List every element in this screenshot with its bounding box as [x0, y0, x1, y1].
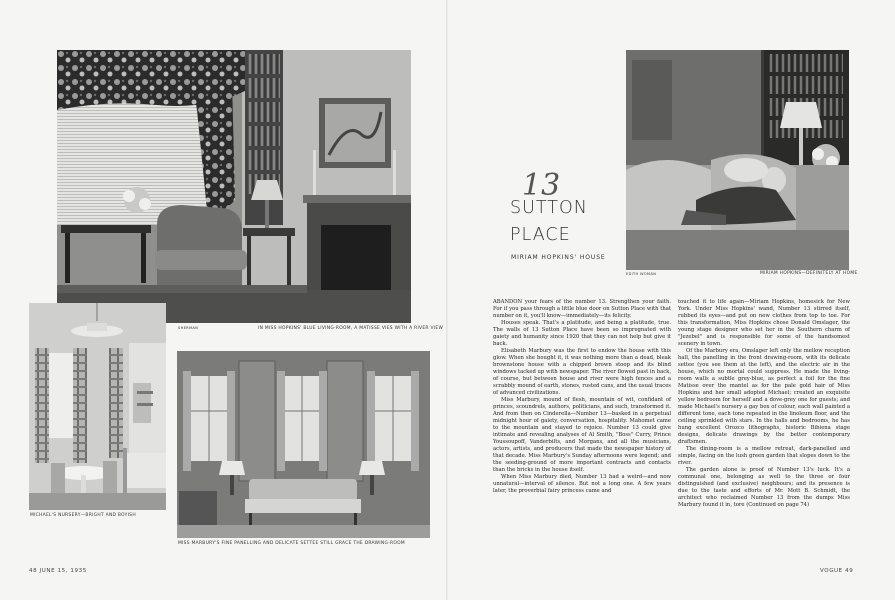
article-paragraph: Houses speak. That's a platitude, and being a platitude, true. The walls of 13 Sutton Place have been so impregnated with gaiety and humanity since 1920 that they can not help but give it back.	[493, 320, 671, 348]
article-paragraph: Elisabeth Marbury was the first to endow the house with this glow. When she bought it, it was nothing more than a dead, bleak brownstone house with a chipped brown stoop and its blind windows tacked up with newspaper. The river flowed past in back, of course, but between house and river were high fences and a scrabbly mound of earth, stones, rusted cans, and the usual traces of advanced civilizations.	[493, 348, 671, 397]
nursery-photo	[29, 303, 166, 510]
subtitle: MIRIAM HOPKINS' HOUSE	[511, 254, 606, 261]
article-paragraph: The garden alone is proof of Number 13's luck. It's a communal one, belonging as well to the three or four distinguished (and exclusive) neighbours; and its presence is due to the taste and efforts of Mr. Mott B. Schmidt, the architect who reclaimed Number 13 from the dumps Miss Marbury found it in, tore (Continued on page 74)	[678, 467, 850, 509]
living-room-photo	[57, 50, 411, 323]
right-page	[448, 0, 895, 600]
article-paragraph: Miss Marbury, mound of flesh, mountain of wit, confidant of princes, scoundrels, authors, politicians, and such, transformed it. And from then on Cinderella—Number 13—basked in a perpetual midnight hour of gaiety, conversation, hospitality. Mahomet came to the mountain and stayed to rejoice. Number 13 could give intimate and revealing analyses of Al Smith, "Boss" Curry, Prince Youssoupoff, Vanderbilts, and Morgans, and all the musicians, actors, artists, and producers that made the newspaper history of that decade. Miss Marbury's Sunday afternoons were legend; and the seeding-ground of more important contracts and contacts than the bricks in the house itself.	[493, 397, 671, 474]
article-paragraph: Of the Marbury era, Omslager left only the mellow reception hall, the panelling in the front drawing-room, with its delicate settee (you see them at the left), and the electric air in the house, which no mortal could suppress. He made the living-room walls a subtle grey-blue, as perfect a foil for the fine Matisse over the mantel as for the pale gold hair of Miss Hopkins and her small adopted Michael; created an exquisite yellow bedroom for herself and a dove-grey one for guests; and made Michael's nursery a gay box of colour, each wall painted a different tone, each tone repeated in the linoleum floor, and the ceiling sprinkled with stars. In the halls and bedrooms, he has hung excellent Orozco lithographs, historic Bibiena stage designs, delicate drawings by the better contemporary draftsmen.	[678, 348, 850, 446]
living-room-credit: SHERMAN	[178, 326, 199, 330]
title-number: 13	[522, 168, 561, 203]
nursery-illustration	[29, 303, 166, 510]
article-column-1	[493, 299, 671, 495]
portrait-caption: MIRIAM HOPKINS—DEFINITELY AT HOME	[760, 271, 858, 276]
portrait-illustration	[626, 50, 849, 270]
article-paragraph: When Miss Marbury died, Number 13 had a weird—and now unnatural—interval of silence. But not a long one. A few years later, the proverbial fairy princess came and	[493, 474, 671, 495]
living-room-illustration	[57, 50, 411, 323]
drawing-room-caption: MISS MARBURY'S FINE PANELLING AND DELICATE SETTEE STILL GRACE THE DRAWING-ROOM	[178, 541, 405, 546]
article-paragraph: The dining-room is a mellow retreat, dark-panelled and simple, facing on the lush green garden that slopes down to the river.	[678, 446, 850, 467]
portrait-photo	[626, 50, 849, 270]
right-folio: VOGUE 49	[820, 568, 854, 574]
left-page	[0, 0, 447, 600]
title-line-2: PLACE	[510, 225, 571, 245]
article-paragraph: touched it to life again—Miriam Hopkins, homesick for New York. Under Miss Hopkins' wand, Number 13 stirred itself, rubbed its eyes—and put on new clothes from top to toe. For this transformation, Miss Hopkins chose Donald Omslager, the young stage designer who set her in the Southern charm of "Jezebel" and is responsible for some of the handsomest scenery in town.	[678, 299, 850, 348]
portrait-credit: EDITH WOMAN	[626, 272, 657, 276]
title-line-1: SUTTON	[510, 198, 588, 218]
article-column-2	[678, 299, 850, 509]
drawing-room-illustration	[177, 351, 430, 538]
nursery-caption: MICHAEL'S NURSERY—BRIGHT AND BOYISH	[30, 513, 136, 518]
drawing-room-photo	[177, 351, 430, 538]
living-room-caption: IN MISS HOPKINS' BLUE LIVING-ROOM, A MATISSE VIES WITH A RIVER VIEW	[258, 326, 444, 331]
left-folio: 48 JUNE 15, 1935	[29, 568, 87, 574]
article-paragraph: ABANDON your fears of the number 13. Strengthen your faith. For if you pass through a little blue door on Sutton Place with that number on it, you'll know—immediately—its felicity.	[493, 299, 671, 320]
